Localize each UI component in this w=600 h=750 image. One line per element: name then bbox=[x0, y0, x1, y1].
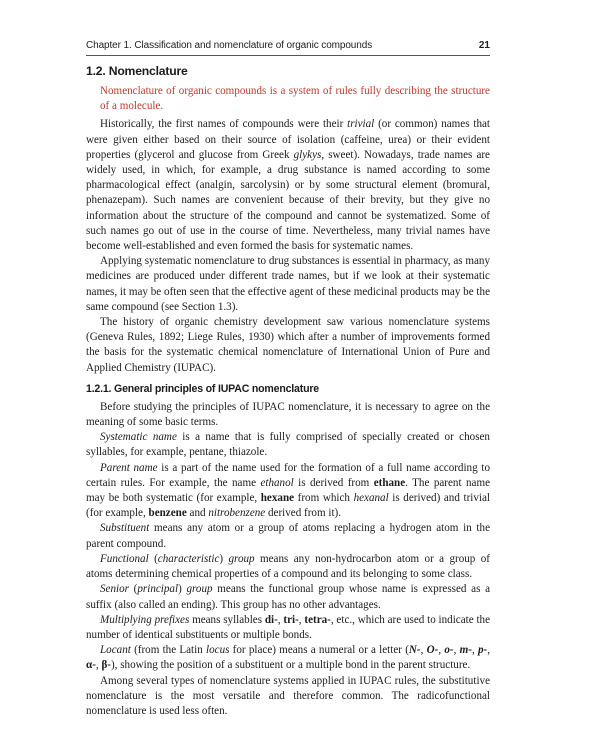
subsection-heading: 1.2.1. General principles of IUPAC nomenclature bbox=[86, 382, 319, 395]
text-run: is a part of the name used for the formation of a full name according to certain rules. For example, the name bbox=[86, 461, 491, 489]
italic-term: group bbox=[186, 583, 213, 596]
italic-term: trivial bbox=[347, 118, 375, 131]
text-run: , bbox=[453, 644, 460, 657]
text-run: for place) means a numeral or a letter ( bbox=[229, 644, 409, 657]
paragraph-terms-intro bbox=[86, 400, 490, 430]
italic-term: principal bbox=[137, 583, 179, 596]
text-run: , sweet). Nowadays, trade names are widely used, in which, for example, a drug substance is named according to some pharmacological effect (analgin, sarcolysin) or by some structural element (bromural, phenazepam). Such names are convenient because of their brevity, but they give no information about the structure of the compound and cannot be systematized. Some of such names go out of use in the course of time. Nevertheless, many trivial names have become well-established and even formed the basis for systematic names. bbox=[86, 148, 490, 253]
italic-term: hexanal bbox=[353, 492, 389, 505]
text-run: Before studying the principles of IUPAC nomenclature, it is necessary to agree on the meaning of some basic terms. bbox=[86, 400, 490, 429]
paragraph-pharmacy bbox=[86, 254, 490, 315]
section-heading: 1.2. Nomenclature bbox=[86, 64, 188, 78]
text-run: The history of organic chemistry development saw various nomenclature systems (Geneva Rules, 1892; Liege Rules, 1930) which after a number of improvements formed the basis for the systematic chemical nomenclature of International Union of Pure and Applied Chemistry (IUPAC). bbox=[86, 316, 490, 374]
text-run: , etc., which are used to indicate the number of identical substituents or multiple bonds. bbox=[86, 613, 491, 641]
italic-term: Locant bbox=[100, 644, 131, 657]
paragraph-iupac-history bbox=[86, 315, 490, 376]
page-content bbox=[86, 64, 490, 719]
text-run: is a name that is fully comprised of specially created or chosen syllables, for example, pentane, thiazole. bbox=[86, 431, 490, 459]
text-run: and bbox=[186, 507, 209, 520]
term-parent-name bbox=[86, 461, 490, 522]
term-multiplying-prefixes bbox=[86, 613, 490, 643]
italic-term: Functional bbox=[100, 552, 149, 565]
text-run: , bbox=[298, 613, 305, 626]
term-substituent bbox=[86, 521, 490, 551]
bold-term: benzene bbox=[148, 507, 187, 520]
text-run: (from the Latin bbox=[130, 644, 207, 657]
text-run: Applying systematic nomenclature to drug substances is essential in pharmacy, as many medicines are produced under different trade names, but if we look at their systematic names, it may be often seen that the effective agent of these medicinal products may be the same compound (see Section 1.3). bbox=[86, 255, 490, 313]
text-run: ( bbox=[128, 583, 138, 596]
bold-term: p- bbox=[477, 644, 488, 657]
italic-term: Senior bbox=[100, 583, 129, 596]
text-run: , bbox=[487, 644, 490, 657]
text-run: is derived from bbox=[293, 476, 374, 489]
paragraph-history bbox=[86, 117, 490, 254]
text-run: means syllables bbox=[189, 613, 265, 626]
paragraph-nomenclature-types bbox=[86, 674, 490, 720]
italic-term: Substituent bbox=[100, 522, 150, 535]
text-run: . The parent name may be both systematic (for example, bbox=[86, 476, 490, 505]
text-run: ) bbox=[219, 552, 229, 565]
text-run: means any non-hydrocarbon atom or a group of atoms determining chemical properties of a compound and its belonging to some class. bbox=[86, 552, 490, 581]
chapter-title: Chapter 1. Classification and nomenclature of organic compounds bbox=[86, 40, 373, 51]
text-run: from which bbox=[294, 492, 354, 505]
bold-term: ethane bbox=[373, 476, 406, 489]
text-run: ( bbox=[148, 552, 158, 565]
text-run: (or common) names that were given either based on their source of isolation (caffeine, urea) or their evident properties (glycerol and glucose from Greek bbox=[86, 118, 491, 161]
text-run: Historically, the first names of compounds were their bbox=[100, 118, 348, 131]
term-systematic-name bbox=[86, 430, 490, 460]
text-run: is derived) and trivial (for example, bbox=[86, 492, 490, 520]
text-run: ) bbox=[178, 583, 187, 596]
term-senior-group bbox=[86, 582, 490, 612]
italic-term: Systematic name bbox=[100, 431, 177, 444]
text-run: , bbox=[471, 644, 478, 657]
bold-term: tri- bbox=[283, 613, 299, 626]
bold-term: O- bbox=[426, 644, 439, 657]
text-run: Among several types of nomenclature systems applied in IUPAC rules, the substitutive nomenclature is the most versatile and therefore common. The radicofunctional nomenclature is used less often. bbox=[86, 674, 490, 717]
italic-term: nitrobenzene bbox=[208, 507, 266, 520]
bold-term: tetra- bbox=[304, 613, 331, 626]
text-run: means the functional group whose name is expressed as a suffix (also called an ending). This group has no other advantages. bbox=[86, 583, 491, 611]
definition-highlight: Nomenclature of organic compounds is a system of rules fully describing the structure of a molecule. bbox=[100, 85, 490, 113]
text-run: , bbox=[438, 644, 445, 657]
italic-term: group bbox=[228, 552, 255, 565]
italic-term: Parent name bbox=[100, 461, 158, 474]
bold-term: β- bbox=[101, 659, 111, 672]
bold-term: o- bbox=[444, 644, 454, 657]
text-run: means any atom or a group of atoms replacing a hydrogen atom in the parent compound. bbox=[86, 522, 490, 550]
italic-term: Multiplying prefixes bbox=[100, 613, 190, 626]
bold-term: hexane bbox=[260, 492, 295, 505]
term-locant bbox=[86, 643, 490, 673]
text-run: , bbox=[95, 659, 102, 672]
term-functional-group bbox=[86, 552, 490, 582]
italic-term: glykys bbox=[293, 148, 322, 161]
page-number: 21 bbox=[478, 40, 490, 51]
italic-term: locus bbox=[206, 644, 230, 657]
bold-term: N- bbox=[408, 644, 421, 657]
text-run: , bbox=[420, 644, 427, 657]
italic-term: characteristic bbox=[157, 552, 220, 565]
running-header bbox=[86, 40, 490, 56]
bold-term: di- bbox=[264, 613, 278, 626]
text-run: ), showing the position of a substituent or a multiple bond in the parent structure. bbox=[110, 659, 471, 672]
text-run: , bbox=[277, 613, 284, 626]
text-run: derived from it). bbox=[265, 507, 342, 520]
bold-term: m- bbox=[459, 644, 472, 657]
bold-term: α- bbox=[86, 659, 96, 672]
italic-term: ethanol bbox=[260, 476, 294, 489]
